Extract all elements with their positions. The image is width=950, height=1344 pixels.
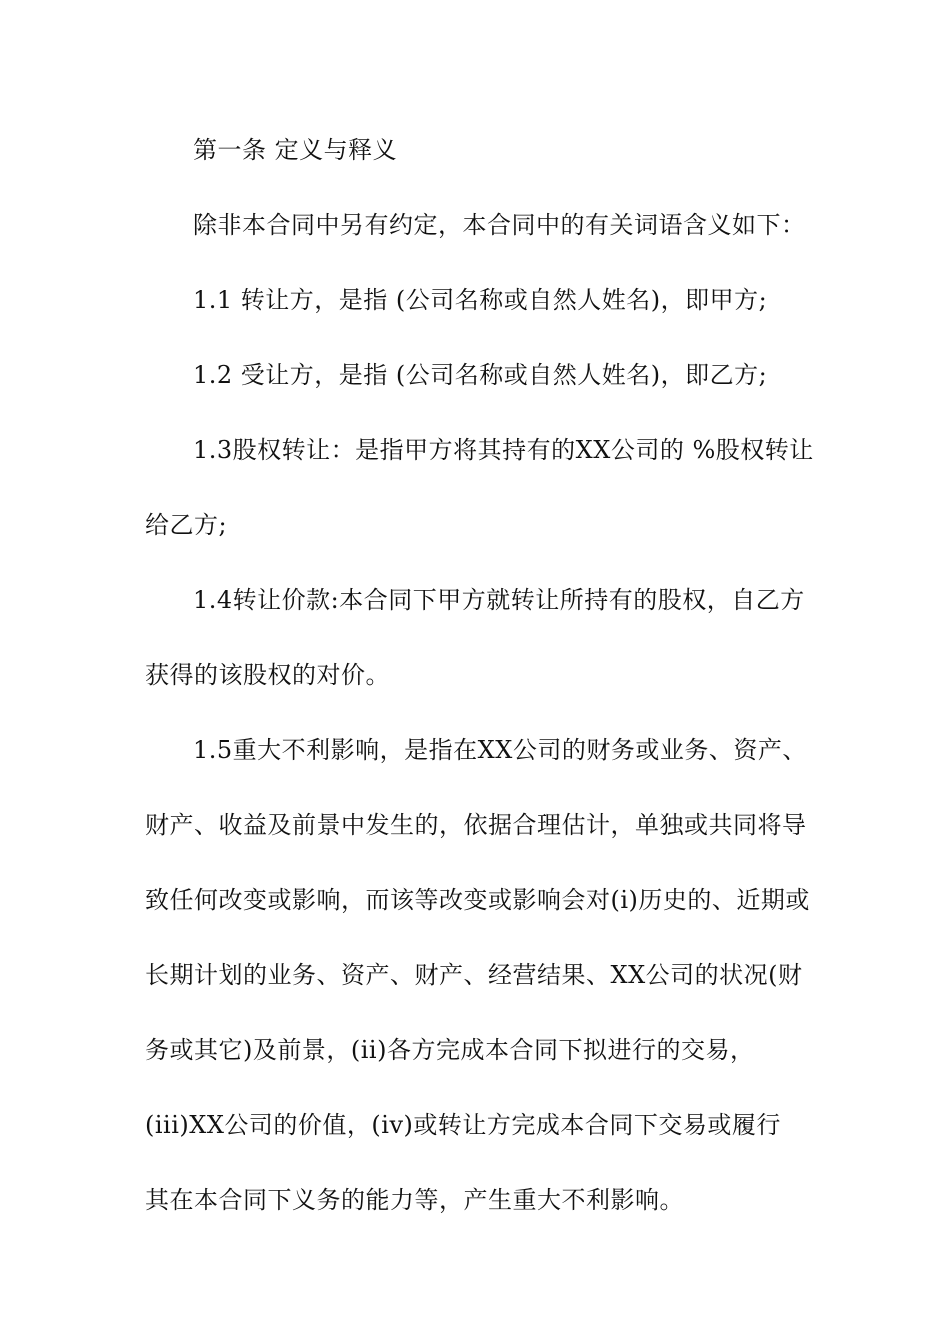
definition-line: 1.2 受让方，是指 (公司名称或自然人姓名)，即乙方; — [193, 361, 768, 389]
article-title: 第一条 定义与释义 — [193, 136, 398, 164]
definition-line: 1.4转让价款:本合同下甲方就转让所持有的股权，自乙方 — [193, 586, 805, 614]
definition-line: 其在本合同下义务的能力等，产生重大不利影响。 — [145, 1186, 684, 1214]
definition-line: 1.1 转让方，是指 (公司名称或自然人姓名)，即甲方; — [193, 286, 768, 314]
definition-line: 给乙方; — [145, 511, 228, 539]
definition-line: 致任何改变或影响，而该等改变或影响会对(i)历史的、近期或 — [145, 886, 810, 914]
definition-line: 务或其它)及前景，(ii)各方完成本合同下拟进行的交易， — [145, 1036, 755, 1064]
definition-line: 1.5重大不利影响，是指在XX公司的财务或业务、资产、 — [193, 736, 807, 764]
definition-item-1-3 — [145, 413, 814, 563]
definition-item-1-5 — [145, 713, 810, 1238]
definition-item-1-1 — [145, 263, 810, 338]
definition-line: 财产、收益及前景中发生的，依据合理估计，单独或共同将导 — [145, 811, 807, 839]
definition-item-1-2 — [145, 338, 810, 413]
definition-item-1-4 — [145, 563, 810, 713]
definition-line: 获得的该股权的对价。 — [145, 661, 390, 689]
definition-line: 长期计划的业务、资产、财产、经营结果、XX公司的状况(财 — [145, 961, 803, 989]
definition-line: 1.3股权转让：是指甲方将其持有的XX公司的 %股权转让 — [193, 436, 814, 464]
definition-line: (iii)XX公司的价值，(iv)或转让方完成本合同下交易或履行 — [145, 1111, 781, 1139]
intro-paragraph: 除非本合同中另有约定，本合同中的有关词语含义如下： — [193, 211, 806, 239]
document-body — [145, 113, 814, 1238]
